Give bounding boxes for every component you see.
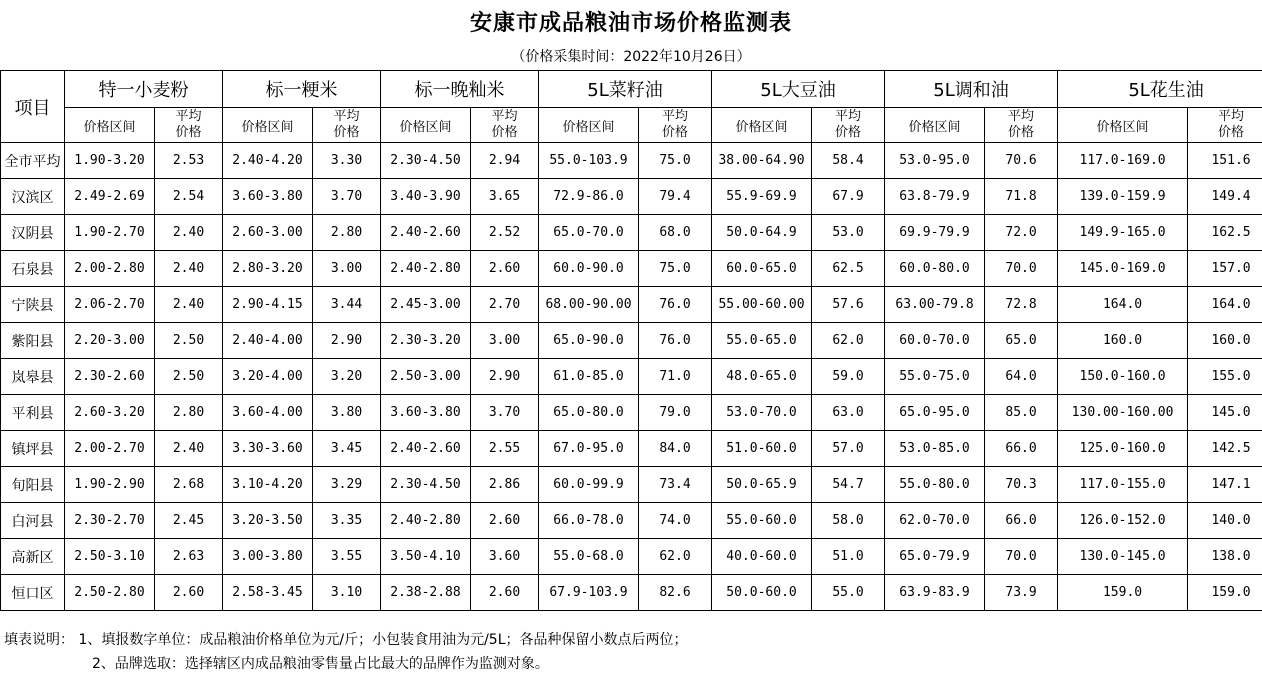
average-price-cell: 85.0 — [985, 395, 1058, 431]
average-header-line: 平均 — [662, 109, 689, 124]
price-range-cell: 63.8-79.9 — [885, 179, 985, 215]
average-price-cell: 149.4 — [1188, 179, 1262, 215]
average-price-cell: 2.63 — [155, 539, 223, 575]
average-price-cell: 70.0 — [985, 539, 1058, 575]
average-header-line: 平均 — [1008, 109, 1035, 124]
average-price-cell: 54.7 — [812, 467, 885, 503]
average-price-cell: 66.0 — [985, 503, 1058, 539]
average-price-cell: 71.0 — [639, 359, 712, 395]
average-price-cell: 59.0 — [812, 359, 885, 395]
price-range-cell: 2.40-2.80 — [381, 251, 471, 287]
average-price-cell: 68.0 — [639, 215, 712, 251]
average-price-cell: 84.0 — [639, 431, 712, 467]
price-range-cell: 55.0-75.0 — [885, 359, 985, 395]
average-price-cell: 2.68 — [155, 467, 223, 503]
average-price-cell: 2.86 — [471, 467, 539, 503]
average-header — [639, 108, 712, 143]
average-price-cell: 79.0 — [639, 395, 712, 431]
price-range-cell: 1.90-2.70 — [65, 215, 155, 251]
average-price-cell: 75.0 — [639, 143, 712, 179]
average-price-cell: 2.90 — [313, 323, 381, 359]
region-name: 紫阳县 — [1, 323, 65, 359]
product-header: 标一晚籼米 — [381, 71, 539, 108]
average-price-cell: 2.60 — [471, 575, 539, 611]
price-range-cell: 48.0-65.0 — [712, 359, 812, 395]
price-range-cell: 55.0-60.0 — [712, 503, 812, 539]
average-price-cell: 3.65 — [471, 179, 539, 215]
price-range-cell: 2.06-2.70 — [65, 287, 155, 323]
average-price-cell: 2.90 — [471, 359, 539, 395]
average-price-cell: 57.6 — [812, 287, 885, 323]
average-price-cell: 2.60 — [471, 251, 539, 287]
price-range-cell: 159.0 — [1058, 575, 1188, 611]
average-price-cell: 2.53 — [155, 143, 223, 179]
average-price-cell: 72.8 — [985, 287, 1058, 323]
average-header — [985, 108, 1058, 143]
average-price-cell: 64.0 — [985, 359, 1058, 395]
price-range-cell: 2.40-4.00 — [223, 323, 313, 359]
price-range-cell: 69.9-79.9 — [885, 215, 985, 251]
price-range-cell: 2.00-2.80 — [65, 251, 155, 287]
price-range-cell: 3.60-3.80 — [223, 179, 313, 215]
average-price-cell: 142.5 — [1188, 431, 1262, 467]
price-range-cell: 2.49-2.69 — [65, 179, 155, 215]
price-range-cell: 2.60-3.00 — [223, 215, 313, 251]
average-price-cell: 3.80 — [313, 395, 381, 431]
average-price-cell: 3.55 — [313, 539, 381, 575]
region-name: 汉滨区 — [1, 179, 65, 215]
average-price-cell: 2.40 — [155, 251, 223, 287]
price-range-cell: 53.0-70.0 — [712, 395, 812, 431]
price-table — [0, 70, 1262, 611]
price-range-cell: 60.0-65.0 — [712, 251, 812, 287]
average-header-line: 平均 — [1218, 109, 1245, 124]
average-price-cell: 3.45 — [313, 431, 381, 467]
price-range-cell: 2.38-2.88 — [381, 575, 471, 611]
average-price-cell: 3.30 — [313, 143, 381, 179]
price-range-cell: 130.00-160.00 — [1058, 395, 1188, 431]
price-range-cell: 3.60-4.00 — [223, 395, 313, 431]
average-header-line: 价格 — [1218, 125, 1245, 140]
average-header — [471, 108, 539, 143]
average-price-cell: 3.10 — [313, 575, 381, 611]
average-price-cell: 55.0 — [812, 575, 885, 611]
item-header: 项目 — [1, 71, 65, 143]
price-range-cell: 53.0-85.0 — [885, 431, 985, 467]
average-price-cell: 76.0 — [639, 287, 712, 323]
range-header: 价格区间 — [885, 108, 985, 143]
table-row — [1, 575, 1262, 611]
average-price-cell: 2.94 — [471, 143, 539, 179]
price-range-cell: 2.20-3.00 — [65, 323, 155, 359]
price-range-cell: 72.9-86.0 — [539, 179, 639, 215]
fill-instructions — [4, 628, 688, 676]
price-range-cell: 55.0-80.0 — [885, 467, 985, 503]
price-range-cell: 2.30-2.60 — [65, 359, 155, 395]
region-name: 镇坪县 — [1, 431, 65, 467]
average-price-cell: 62.0 — [639, 539, 712, 575]
average-price-cell: 70.3 — [985, 467, 1058, 503]
price-range-cell: 55.00-60.00 — [712, 287, 812, 323]
price-range-cell: 117.0-169.0 — [1058, 143, 1188, 179]
average-header-line: 平均 — [491, 109, 518, 124]
price-range-cell: 53.0-95.0 — [885, 143, 985, 179]
average-price-cell: 2.50 — [155, 323, 223, 359]
price-range-cell: 55.0-65.0 — [712, 323, 812, 359]
range-header: 价格区间 — [712, 108, 812, 143]
price-range-cell: 2.90-4.15 — [223, 287, 313, 323]
region-name: 宁陕县 — [1, 287, 65, 323]
price-range-cell: 1.90-3.20 — [65, 143, 155, 179]
table-row — [1, 287, 1262, 323]
price-range-cell: 149.9-165.0 — [1058, 215, 1188, 251]
average-price-cell: 3.00 — [471, 323, 539, 359]
price-range-cell: 3.20-3.50 — [223, 503, 313, 539]
price-range-cell: 63.9-83.9 — [885, 575, 985, 611]
average-price-cell: 71.8 — [985, 179, 1058, 215]
average-price-cell: 3.60 — [471, 539, 539, 575]
price-range-cell: 3.60-3.80 — [381, 395, 471, 431]
average-price-cell: 76.0 — [639, 323, 712, 359]
table-row — [1, 215, 1262, 251]
price-range-cell: 2.58-3.45 — [223, 575, 313, 611]
product-header: 5L菜籽油 — [539, 71, 712, 108]
average-price-cell: 138.0 — [1188, 539, 1262, 575]
average-price-cell: 2.70 — [471, 287, 539, 323]
average-price-cell: 2.60 — [471, 503, 539, 539]
price-range-cell: 65.0-79.9 — [885, 539, 985, 575]
note-line-1: 填表说明： 1、填报数字单位：成品粮油价格单位为元/斤；小包装食用油为元/5L；各品种保留小数点后两位； — [4, 632, 688, 648]
price-range-cell: 150.0-160.0 — [1058, 359, 1188, 395]
price-range-cell: 2.30-4.50 — [381, 143, 471, 179]
price-range-cell: 55.0-103.9 — [539, 143, 639, 179]
table-row — [1, 395, 1262, 431]
product-header: 5L花生油 — [1058, 71, 1262, 108]
average-price-cell: 58.4 — [812, 143, 885, 179]
region-name: 全市平均 — [1, 143, 65, 179]
average-price-cell: 3.70 — [313, 179, 381, 215]
product-header: 5L调和油 — [885, 71, 1058, 108]
average-price-cell: 70.6 — [985, 143, 1058, 179]
region-name: 石泉县 — [1, 251, 65, 287]
price-range-cell: 50.0-60.0 — [712, 575, 812, 611]
product-header: 特一小麦粉 — [65, 71, 223, 108]
price-range-cell: 126.0-152.0 — [1058, 503, 1188, 539]
price-range-cell: 2.40-4.20 — [223, 143, 313, 179]
average-header-line: 价格 — [175, 125, 202, 140]
average-price-cell: 72.0 — [985, 215, 1058, 251]
average-price-cell: 70.0 — [985, 251, 1058, 287]
price-range-cell: 3.00-3.80 — [223, 539, 313, 575]
average-price-cell: 3.70 — [471, 395, 539, 431]
price-range-cell: 164.0 — [1058, 287, 1188, 323]
average-price-cell: 2.55 — [471, 431, 539, 467]
average-header-line: 价格 — [491, 125, 518, 140]
average-price-cell: 66.0 — [985, 431, 1058, 467]
region-name: 岚皋县 — [1, 359, 65, 395]
average-price-cell: 73.4 — [639, 467, 712, 503]
price-range-cell: 3.30-3.60 — [223, 431, 313, 467]
average-price-cell: 160.0 — [1188, 323, 1262, 359]
price-range-cell: 160.0 — [1058, 323, 1188, 359]
table-row — [1, 539, 1262, 575]
average-header-line: 价格 — [662, 125, 689, 140]
price-range-cell: 2.30-4.50 — [381, 467, 471, 503]
average-price-cell: 82.6 — [639, 575, 712, 611]
price-range-cell: 125.0-160.0 — [1058, 431, 1188, 467]
average-price-cell: 3.29 — [313, 467, 381, 503]
price-range-cell: 51.0-60.0 — [712, 431, 812, 467]
average-price-cell: 147.1 — [1188, 467, 1262, 503]
price-range-cell: 1.90-2.90 — [65, 467, 155, 503]
table-row — [1, 431, 1262, 467]
average-price-cell: 140.0 — [1188, 503, 1262, 539]
average-price-cell: 79.4 — [639, 179, 712, 215]
region-name: 平利县 — [1, 395, 65, 431]
average-header — [313, 108, 381, 143]
price-range-cell: 145.0-169.0 — [1058, 251, 1188, 287]
average-price-cell: 2.40 — [155, 287, 223, 323]
price-range-cell: 60.0-70.0 — [885, 323, 985, 359]
price-range-cell: 2.00-2.70 — [65, 431, 155, 467]
price-range-cell: 38.00-64.90 — [712, 143, 812, 179]
price-range-cell: 65.0-90.0 — [539, 323, 639, 359]
note-line-2: 2、品牌选取：选择辖区内成品粮油零售量占比最大的品牌作为监测对象。 — [92, 656, 549, 672]
price-range-cell: 68.00-90.00 — [539, 287, 639, 323]
price-range-cell: 2.40-2.60 — [381, 431, 471, 467]
average-price-cell: 2.45 — [155, 503, 223, 539]
price-range-cell: 3.10-4.20 — [223, 467, 313, 503]
price-range-cell: 67.9-103.9 — [539, 575, 639, 611]
price-range-cell: 2.50-3.00 — [381, 359, 471, 395]
price-range-cell: 2.40-2.80 — [381, 503, 471, 539]
price-range-cell: 130.0-145.0 — [1058, 539, 1188, 575]
average-price-cell: 3.44 — [313, 287, 381, 323]
average-price-cell: 162.5 — [1188, 215, 1262, 251]
range-header: 价格区间 — [381, 108, 471, 143]
table-row — [1, 359, 1262, 395]
average-price-cell: 2.40 — [155, 431, 223, 467]
region-name: 恒口区 — [1, 575, 65, 611]
region-name: 旬阳县 — [1, 467, 65, 503]
table-row — [1, 323, 1262, 359]
average-price-cell: 58.0 — [812, 503, 885, 539]
product-header: 5L大豆油 — [712, 71, 885, 108]
price-range-cell: 40.0-60.0 — [712, 539, 812, 575]
average-price-cell: 75.0 — [639, 251, 712, 287]
region-name: 高新区 — [1, 539, 65, 575]
average-price-cell: 67.9 — [812, 179, 885, 215]
price-range-cell: 61.0-85.0 — [539, 359, 639, 395]
table-row — [1, 179, 1262, 215]
price-range-cell: 55.0-68.0 — [539, 539, 639, 575]
average-price-cell: 155.0 — [1188, 359, 1262, 395]
average-price-cell: 53.0 — [812, 215, 885, 251]
price-range-cell: 50.0-64.9 — [712, 215, 812, 251]
average-header-line: 价格 — [333, 125, 360, 140]
average-price-cell: 157.0 — [1188, 251, 1262, 287]
average-price-cell: 2.60 — [155, 575, 223, 611]
average-price-cell: 2.80 — [313, 215, 381, 251]
price-range-cell: 2.50-3.10 — [65, 539, 155, 575]
average-header-line: 平均 — [333, 109, 360, 124]
table-row — [1, 467, 1262, 503]
region-name: 白河县 — [1, 503, 65, 539]
price-range-cell: 63.00-79.8 — [885, 287, 985, 323]
range-header: 价格区间 — [65, 108, 155, 143]
average-price-cell: 65.0 — [985, 323, 1058, 359]
range-header: 价格区间 — [1058, 108, 1188, 143]
table-row — [1, 143, 1262, 179]
price-range-cell: 66.0-78.0 — [539, 503, 639, 539]
price-range-cell: 50.0-65.9 — [712, 467, 812, 503]
price-range-cell: 2.80-3.20 — [223, 251, 313, 287]
price-range-cell: 3.40-3.90 — [381, 179, 471, 215]
price-range-cell: 2.50-2.80 — [65, 575, 155, 611]
price-range-cell: 2.60-3.20 — [65, 395, 155, 431]
average-price-cell: 2.54 — [155, 179, 223, 215]
average-price-cell: 151.6 — [1188, 143, 1262, 179]
average-header-line: 平均 — [175, 109, 202, 124]
price-range-cell: 139.0-159.9 — [1058, 179, 1188, 215]
average-price-cell: 3.35 — [313, 503, 381, 539]
price-range-cell: 60.0-80.0 — [885, 251, 985, 287]
average-header-line: 价格 — [835, 125, 862, 140]
price-range-cell: 2.30-3.20 — [381, 323, 471, 359]
price-range-cell: 117.0-155.0 — [1058, 467, 1188, 503]
price-range-cell: 62.0-70.0 — [885, 503, 985, 539]
range-header: 价格区间 — [223, 108, 313, 143]
price-range-cell: 65.0-95.0 — [885, 395, 985, 431]
page-title: 安康市成品粮油市场价格监测表 — [469, 11, 792, 36]
average-price-cell: 62.5 — [812, 251, 885, 287]
table-row — [1, 251, 1262, 287]
product-header: 标一粳米 — [223, 71, 381, 108]
average-price-cell: 3.20 — [313, 359, 381, 395]
price-range-cell: 60.0-90.0 — [539, 251, 639, 287]
average-price-cell: 73.9 — [985, 575, 1058, 611]
price-range-cell: 3.50-4.10 — [381, 539, 471, 575]
average-price-cell: 63.0 — [812, 395, 885, 431]
average-price-cell: 74.0 — [639, 503, 712, 539]
average-price-cell: 164.0 — [1188, 287, 1262, 323]
price-range-cell: 3.20-4.00 — [223, 359, 313, 395]
region-name: 汉阴县 — [1, 215, 65, 251]
average-header — [812, 108, 885, 143]
average-header — [1188, 108, 1262, 143]
average-price-cell: 3.00 — [313, 251, 381, 287]
average-price-cell: 2.80 — [155, 395, 223, 431]
average-header-line: 平均 — [835, 109, 862, 124]
average-price-cell: 2.52 — [471, 215, 539, 251]
collection-date: （价格采集时间：2022年10月26日） — [511, 49, 751, 65]
average-price-cell: 57.0 — [812, 431, 885, 467]
price-range-cell: 55.9-69.9 — [712, 179, 812, 215]
average-header — [155, 108, 223, 143]
price-range-cell: 2.45-3.00 — [381, 287, 471, 323]
average-price-cell: 145.0 — [1188, 395, 1262, 431]
price-range-cell: 65.0-70.0 — [539, 215, 639, 251]
average-price-cell: 159.0 — [1188, 575, 1262, 611]
average-price-cell: 62.0 — [812, 323, 885, 359]
price-range-cell: 2.40-2.60 — [381, 215, 471, 251]
price-range-cell: 60.0-99.9 — [539, 467, 639, 503]
range-header: 价格区间 — [539, 108, 639, 143]
average-header-line: 价格 — [1008, 125, 1035, 140]
average-price-cell: 51.0 — [812, 539, 885, 575]
price-range-cell: 2.30-2.70 — [65, 503, 155, 539]
price-range-cell: 67.0-95.0 — [539, 431, 639, 467]
average-price-cell: 2.50 — [155, 359, 223, 395]
average-price-cell: 2.40 — [155, 215, 223, 251]
price-range-cell: 65.0-80.0 — [539, 395, 639, 431]
table-row — [1, 503, 1262, 539]
